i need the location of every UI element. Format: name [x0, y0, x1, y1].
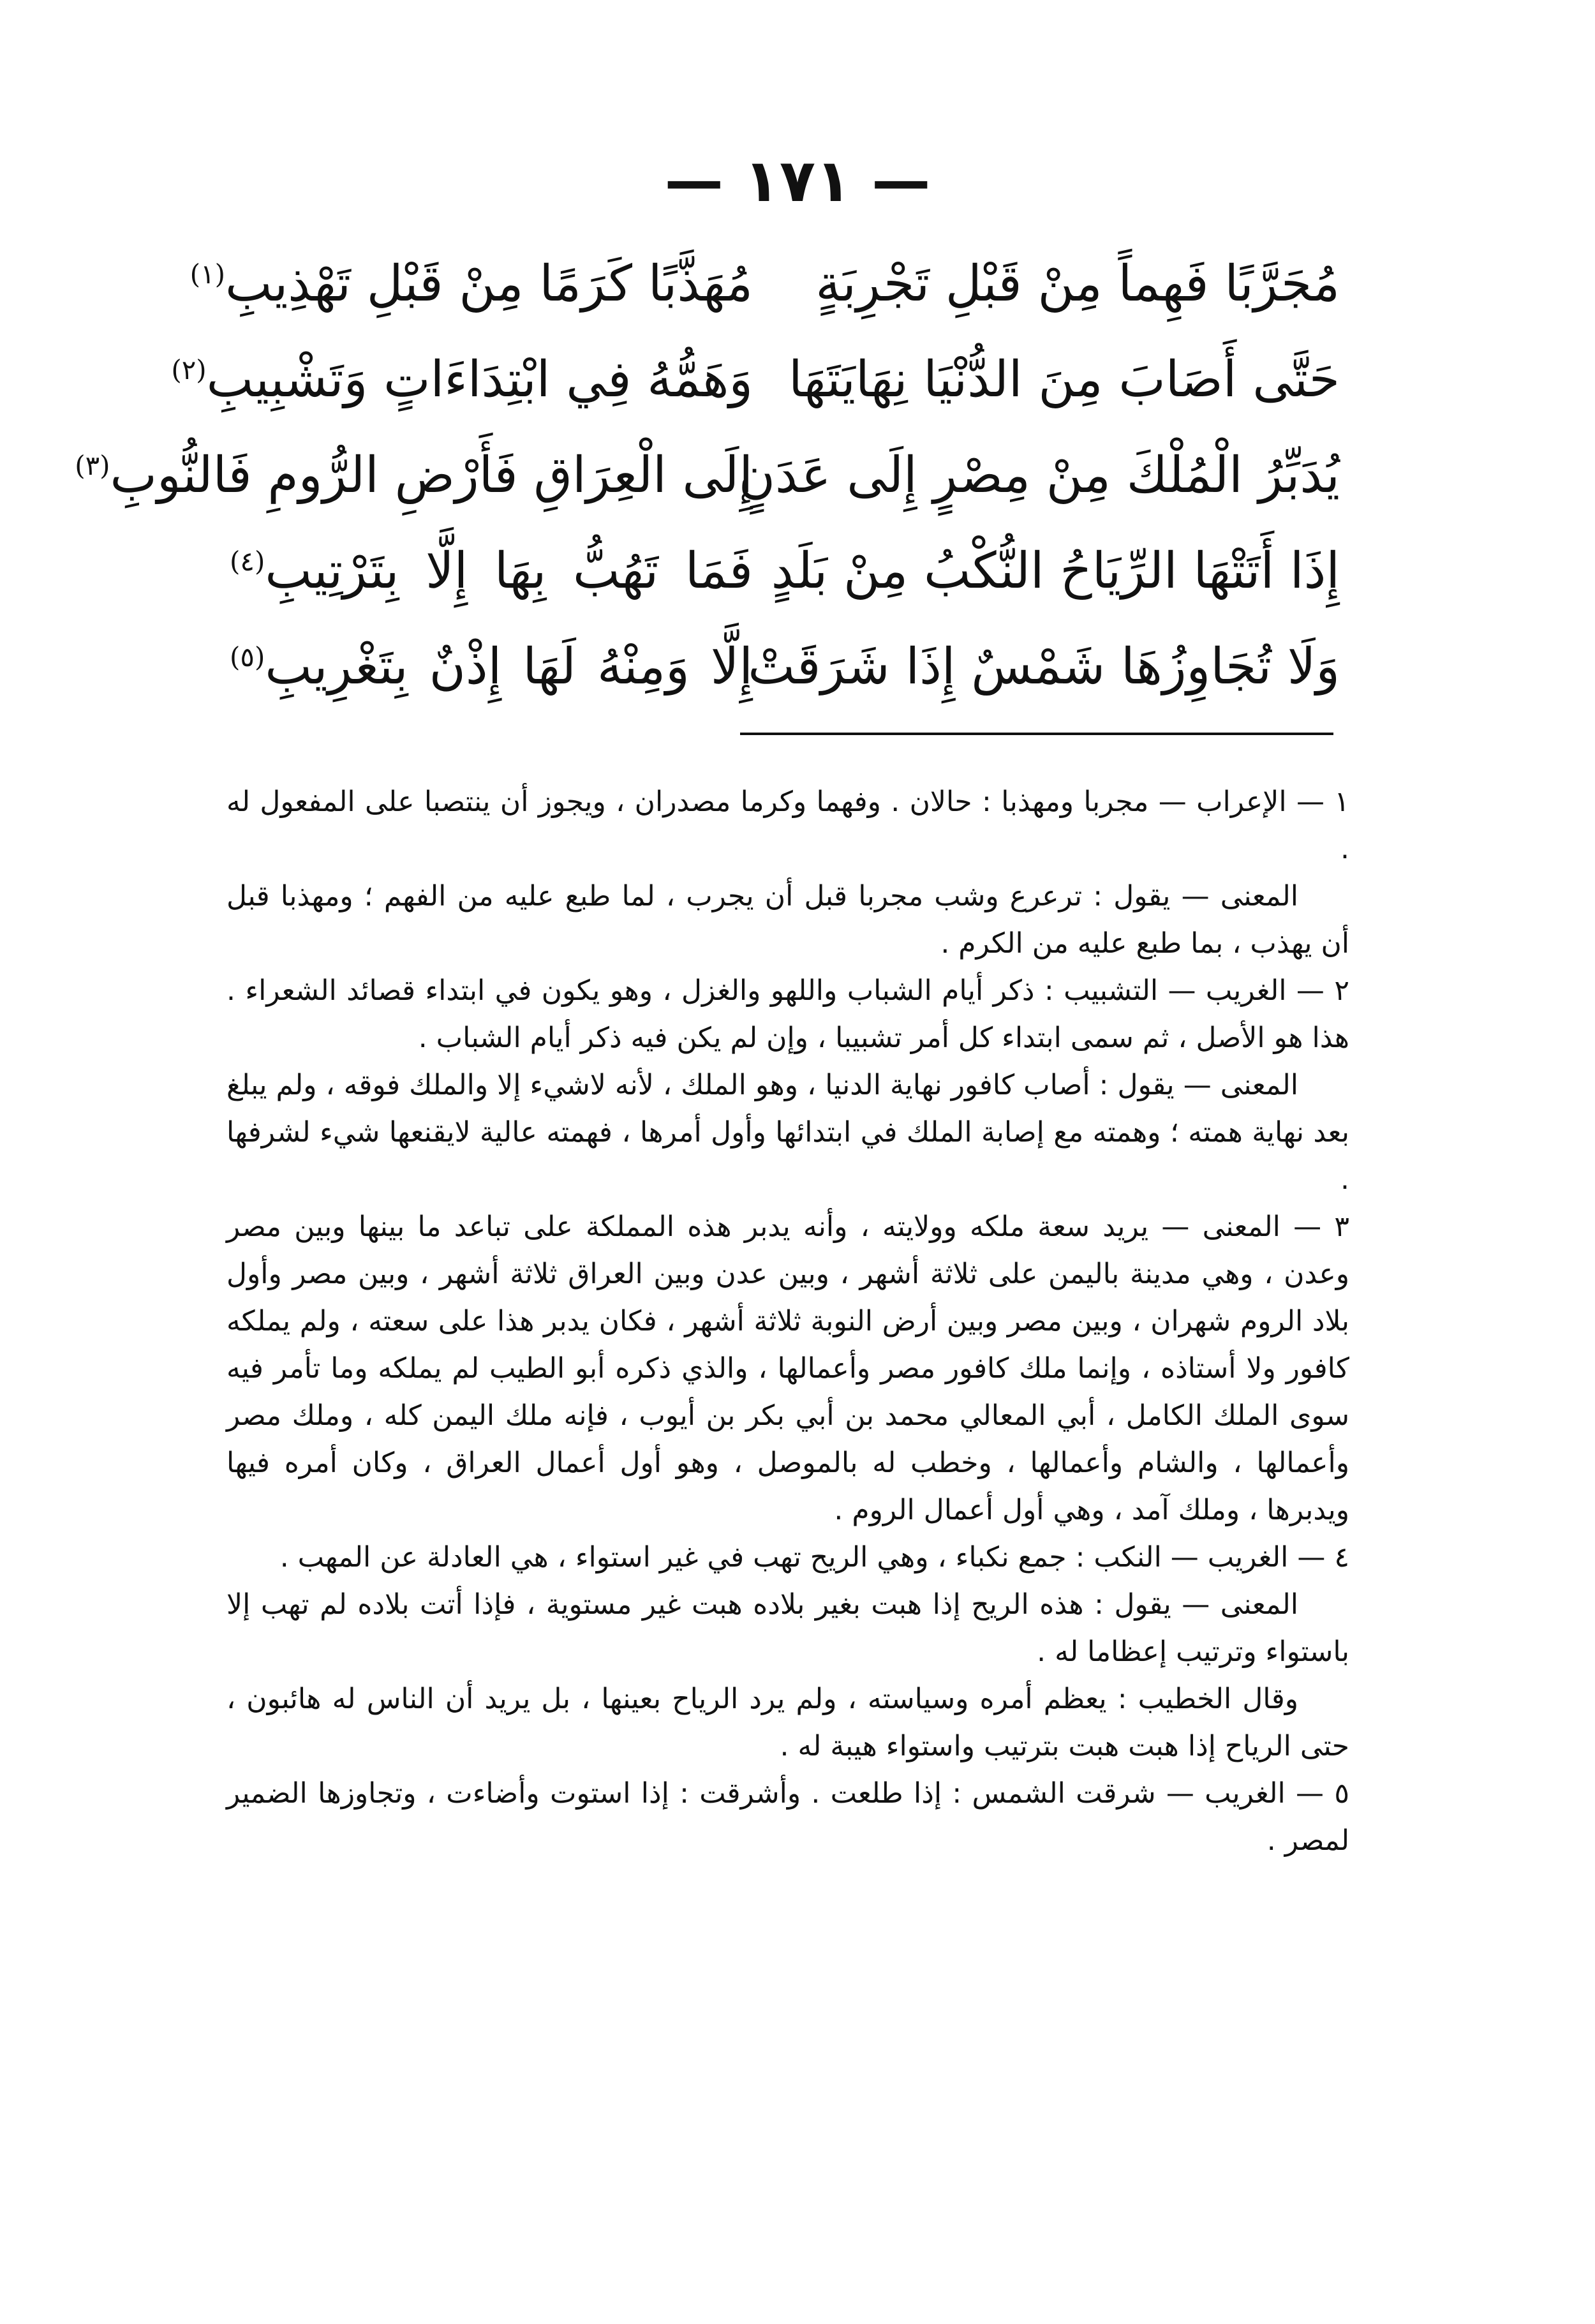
note-paragraph: ١ — الإعراب — مجربا ومهذبا : حالان . وفهما وكرما مصدران ، ويجوز أن ينتصبا على المفعول له .: [226, 786, 1349, 865]
note-paragraph: المعنى — يقول : هذه الريح إذا هبت بغير بلاده هبت غير مستوية ، فإذا أتت بلاده لم تهب إلا باستواء وترتيب إعظاما له .: [226, 1588, 1349, 1668]
verse: [230, 619, 1340, 715]
verse-first-hemistich: وَلَا تُجَاوِزُهَا شَمْسٌ إِذَا شَرَقَتْ: [748, 638, 1340, 696]
verse: [75, 428, 1340, 523]
hemistich-text: فَمَا تَهُبُّ بِهَا إِلَّا بِتَرْتِيبِ: [265, 542, 753, 600]
footnote-marker: (٣): [75, 450, 110, 481]
hemistich-text: وَهَمُّهُ فِي ابْتِدَاءَاتٍ وَتَشْبِيبِ: [206, 351, 753, 408]
footnote-marker: (٢): [171, 354, 207, 385]
page-number: — ١٧١ —: [664, 147, 931, 215]
note-paragraph: المعنى — يقول : ترعرع وشب مجربا قبل أن يجرب ، لما طبع عليه من الفهم ؛ ومهذبا قبل أن يهذب ، بما طبع عليه من الكرم .: [226, 880, 1349, 960]
verse: [230, 523, 1340, 619]
note-paragraph: المعنى — يقول : أصاب كافور نهاية الدنيا ، وهو الملك ، لأنه لاشيء إلا والملك فوقه ، ولم يبلغ بعد نهاية همته ؛ وهمته مع إصابة الملك في ابتدائها وأول أمرها ، فهمته عالية لايقنعها شيء لشرفها .: [226, 1069, 1349, 1196]
verse-first-hemistich: مُجَرَّبًا فَهِماً مِنْ قَبْلِ تَجْرِبَةٍ: [815, 255, 1340, 313]
note-paragraph: ٣ — المعنى — يريد سعة ملكه وولايته ، وأنه يدبر هذه المملكة على تباعد ما بينها وبين مصر وعدن ، وهي مدينة باليمن على ثلاثة أشهر ، وبين عدن وبين العراق ثلاثة أشهر ، وبين مصر وأول بلاد الروم شهران ، وبين مصر وبين أرض النوبة ثلاثة أشهر ، فكان يدبر هذا على سعته ، ولم يملكه كافور ولا أستاذه ، وإنما ملك كافور مصر وأعمالها ، والذي ذكره أبو الطيب لم يملكه وما تأمر فيه سوى الملك الكامل ، أبي المعالي محمد بن أبي بكر بن أيوب ، فإنه ملك اليمن كله ، وملك مصر وأعمالها ، والشام وأعمالها ، وخطب له بالموصل ، وهو أول أعمال العراق ، وكان أمره فيها ويدبرها ، وملك آمد ، وهي أول أعمال الروم .: [226, 1210, 1349, 1526]
footnote-divider: [740, 733, 1333, 735]
verse-second-hemistich: [75, 447, 753, 504]
footnote-marker: (١): [189, 258, 225, 290]
note-paragraph: وقال الخطيب : يعظم أمره وسياسته ، ولم يرد الرياح بعينها ، بل يريد أن الناس له هائبون ، حتى الرياح إذا هبت هبت بترتيب واستواء هيبة له .: [226, 1683, 1349, 1762]
hemistich-text: إِلَّا وَمِنْهُ لَهَا إِذْنٌ بِتَغْرِيبِ: [265, 638, 753, 696]
verse-first-hemistich: حَتَّى أَصَابَ مِنَ الدُّنْيَا نِهَايَتَهَا: [789, 351, 1340, 408]
verse-second-hemistich: [189, 255, 753, 313]
hemistich-text: إِلَى الْعِرَاقِ فَأَرْضِ الرُّومِ فَالنُّوبِ: [110, 447, 753, 504]
verse-first-hemistich: إِذَا أَتَتْهَا الرِّيَاحُ النُّكْبُ مِنْ بَلَدٍ: [771, 542, 1340, 600]
footnote-marker: (٤): [230, 546, 265, 577]
verse: [171, 332, 1340, 428]
verse-second-hemistich: [230, 542, 753, 600]
note-paragraph: ٥ — الغريب — شرقت الشمس : إذا طلعت . وأشرقت : إذا استوت وأضاءت ، وتجاوزها الضمير لمصر .: [226, 1777, 1349, 1857]
verse-second-hemistich: [171, 351, 753, 408]
footnote-marker: (٥): [230, 641, 265, 673]
commentary-notes: [226, 778, 1349, 1865]
note-paragraph: ٤ — الغريب — النكب : جمع نكباء ، وهي الريح تهب في غير استواء ، هي العادلة عن المهب .: [279, 1541, 1349, 1574]
hemistich-text: مُهَذَّبًا كَرَمًا مِنْ قَبْلِ تَهْذِيبِ: [225, 255, 753, 313]
poem: [75, 236, 1340, 715]
note-paragraph: ٢ — الغريب — التشبيب : ذكر أيام الشباب واللهو والغزل ، وهو يكون في ابتداء قصائد الشعراء . هذا هو الأصل ، ثم سمى ابتداء كل أمر تشبيبا ، وإن لم يكن فيه ذكر أيام الشباب .: [226, 974, 1349, 1054]
verse-second-hemistich: [230, 638, 753, 696]
verse-first-hemistich: يُدَبِّرُ الْمُلْكَ مِنْ مِصْرٍ إِلَى عَدَنٍ: [738, 447, 1340, 504]
verse: [189, 236, 1340, 332]
